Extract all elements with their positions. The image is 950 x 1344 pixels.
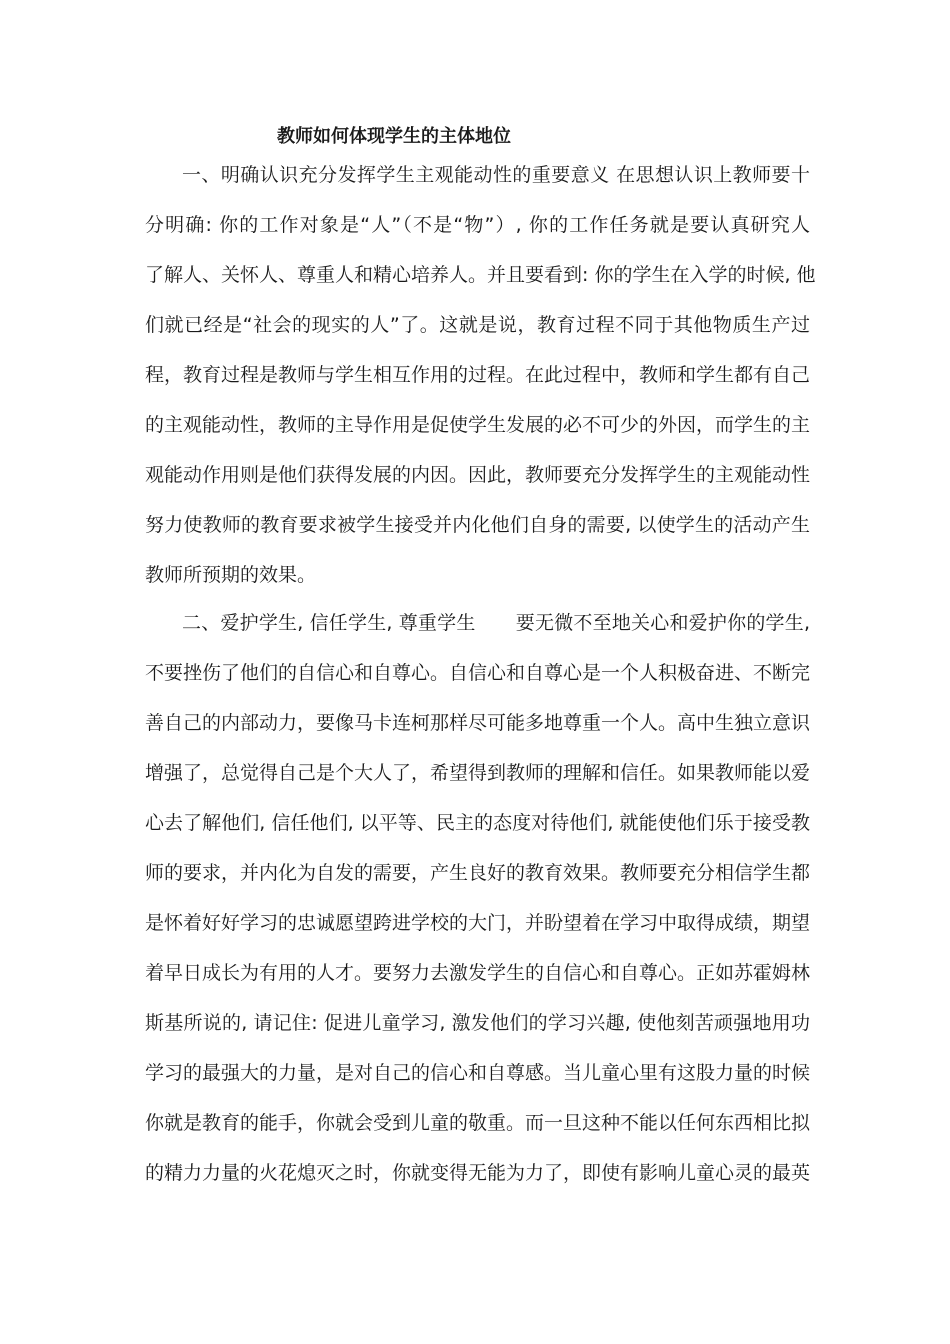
paragraph-2-line: 你就是教育的能手，你就会受到儿童的敬重。而一旦这种不能以任何东西相比拟 xyxy=(145,1112,811,1134)
paragraph-2-heading-tail: 要无微不至地关心和爱护你的学生, xyxy=(515,612,810,634)
paragraph-1-line: 程，教育过程是教师与学生相互作用的过程。在此过程中，教师和学生都有自己 xyxy=(145,364,811,386)
paragraph-1-line: 们就已经是“社会的现实的人”了。这就是说，教育过程不同于其他物质生产过 xyxy=(145,314,810,336)
document-title: 教师如何体现学生的主体地位 xyxy=(277,126,511,147)
paragraph-2-line: 的精力力量的火花熄灭之时，你就变得无能为力了，即使有影响儿童心灵的最英 xyxy=(145,1162,811,1184)
paragraph-1-line: 的主观能动性，教师的主导作用是促使学生发展的必不可少的外因，而学生的主 xyxy=(145,414,811,436)
paragraph-2-line: 善自己的内部动力，要像马卡连柯那样尽可能多地尊重一个人。高中生独立意识 xyxy=(145,712,811,734)
paragraph-2-line: 心去了解他们, 信任他们, 以平等、民主的态度对待他们, 就能使他们乐于接受教 xyxy=(145,812,810,834)
paragraph-1-line: 观能动作用则是他们获得发展的内因。因此，教师要充分发挥学生的主观能动性 xyxy=(145,464,811,486)
paragraph-1-line: 教师所预期的效果。 xyxy=(145,564,317,586)
paragraph-2-line: 不要挫伤了他们的自信心和自尊心。自信心和自尊心是一个人积极奋进、不断完 xyxy=(145,662,811,684)
paragraph-1-line: 了解人、关怀人、尊重人和精心培养人。并且要看到: 你的学生在入学的时候, 他 xyxy=(145,264,816,286)
paragraph-2-line: 着早日成长为有用的人才。要努力去激发学生的自信心和自尊心。正如苏霍姆林 xyxy=(145,962,811,984)
paragraph-2-line: 学习的最强大的力量，是对自己的信心和自尊感。当儿童心里有这股力量的时候 xyxy=(145,1062,811,1084)
paragraph-1-line: 一、明确认识充分发挥学生主观能动性的重要意义 在思想认识上教师要十 xyxy=(182,164,810,186)
paragraph-2-line: 斯基所说的, 请记住: 促进儿童学习, 激发他们的学习兴趣, 使他刻苦顽强地用功 xyxy=(145,1012,810,1034)
paragraph-2-heading: 二、爱护学生, 信任学生, 尊重学生 xyxy=(182,612,476,634)
paragraph-2-line: 师的要求，并内化为自发的需要，产生良好的教育效果。教师要充分相信学生都 xyxy=(145,862,811,884)
paragraph-2-heading-line xyxy=(182,608,810,638)
paragraph-1-line: 努力使教师的教育要求被学生接受并内化他们自身的需要, 以使学生的活动产生 xyxy=(145,514,810,536)
paragraph-1-line: 分明确: 你的工作对象是“人”（不是“物”）, 你的工作任务就是要认真研究人 xyxy=(145,214,810,236)
paragraph-2-line: 增强了，总觉得自己是个大人了，希望得到教师的理解和信任。如果教师能以爱 xyxy=(145,762,811,784)
paragraph-2-line: 是怀着好好学习的忠诚愿望跨进学校的大门，并盼望着在学习中取得成绩，期望 xyxy=(145,912,811,934)
